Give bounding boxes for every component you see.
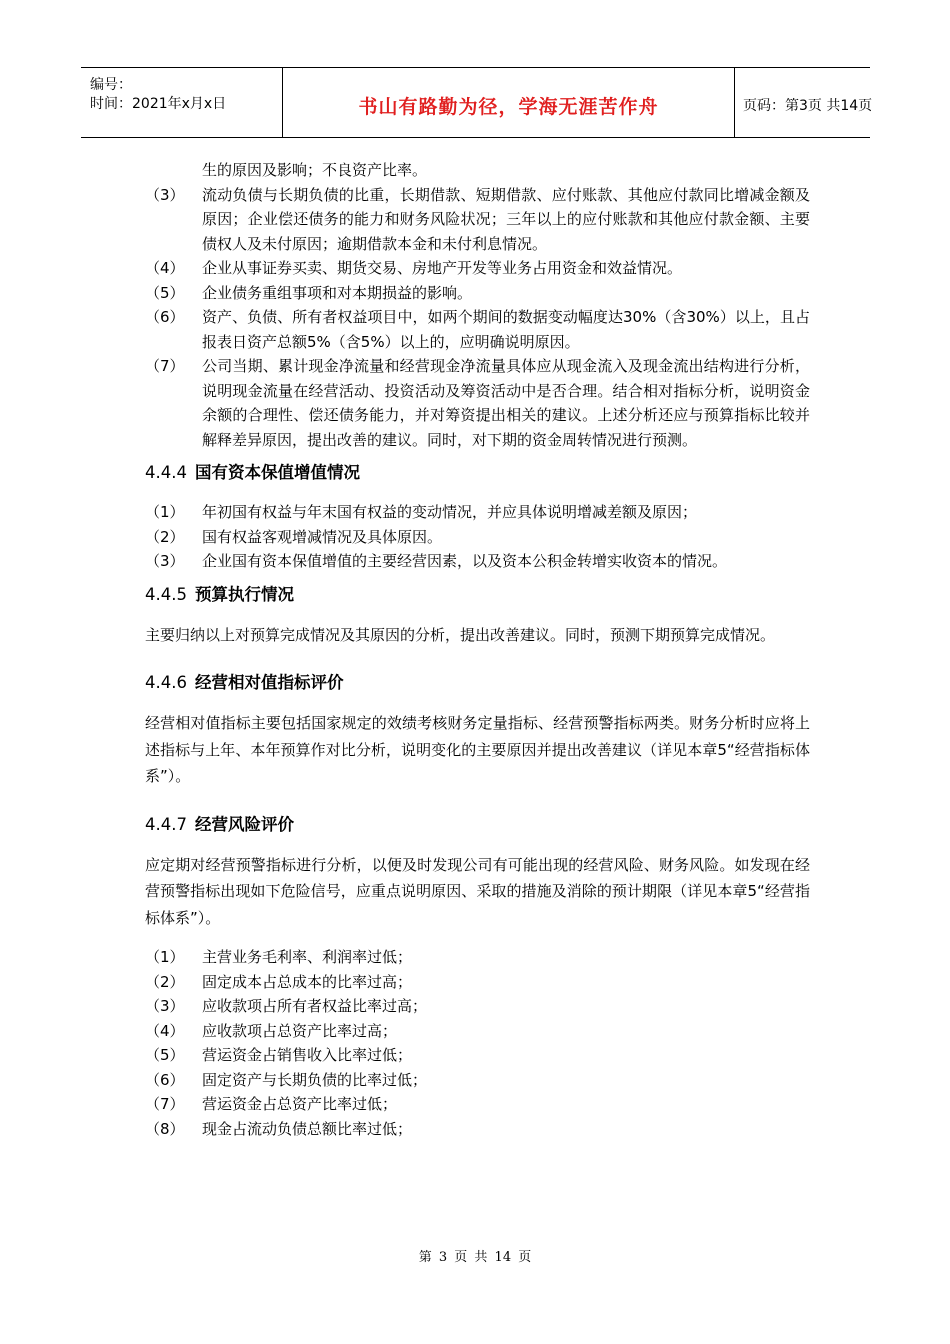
section-number: 4.4.6 xyxy=(145,673,187,692)
section-number: 4.4.7 xyxy=(145,814,187,834)
list-item xyxy=(145,970,810,995)
list-item-number: （5） xyxy=(145,283,185,302)
continued-text: 生的原因及影响；不良资产比率。 xyxy=(202,161,428,179)
list-item-text: 年初国有权益与年末国有权益的变动情况，并应具体说明增减差额及原因； xyxy=(202,503,698,521)
list-item-text: 主营业务毛利率、利润率过低； xyxy=(202,948,413,966)
list-item-text: 流动负债与长期负债的比重，长期借款、短期借款、应付账款、其他应付款同比增减金额及原因；企业偿还债务的能力和财务风险状况；三年以上的应付账款和其他应付款金额、主要债权人及未付原因；逾期借款本金和未付利息情况。 xyxy=(202,185,810,253)
list-item-number: （1） xyxy=(145,948,185,966)
list-item-number: （3） xyxy=(145,997,185,1015)
list-item xyxy=(145,281,810,306)
document-date-label: 时间：2021年x月x日 xyxy=(90,96,227,112)
paragraph: 应定期对经营预警指标进行分析，以便及时发现公司有可能出现的经营风险、财务风险。如发现在经营预警指标出现如下危险信号，应重点说明原因、采取的措施及消除的预计期限（详见本章5“经营指标体系”）。 xyxy=(145,855,810,927)
list-item-number: （4） xyxy=(145,1021,185,1040)
list-item-number: （3） xyxy=(145,552,185,570)
list-item-number: （1） xyxy=(145,503,185,521)
list-item-text: 企业国有资本保值增值的主要经营因素，以及资本公积金转增实收资本的情况。 xyxy=(202,552,728,570)
document-body xyxy=(145,158,810,1141)
list-item-number: （7） xyxy=(145,357,185,375)
section-heading-4-4-4 xyxy=(145,460,810,486)
list-item xyxy=(145,500,810,525)
list-item-number: （6） xyxy=(145,1070,185,1089)
list-item-number: （8） xyxy=(145,1119,185,1138)
section-heading-4-4-6 xyxy=(145,670,810,696)
section-title: 经营相对值指标评价 xyxy=(194,673,344,692)
page-footer: 第 3 页 共 14 页 xyxy=(418,1250,532,1265)
list-item-number: （4） xyxy=(145,259,185,277)
list-item-text: 营运资金占销售收入比率过低； xyxy=(202,1046,413,1064)
section-number: 4.4.4 xyxy=(145,463,187,482)
list-item-number: （7） xyxy=(145,1095,185,1113)
list-item xyxy=(145,1019,810,1044)
list-item-text: 企业从事证券买卖、期货交易、房地产开发等业务占用资金和效益情况。 xyxy=(202,259,683,277)
header-motto: 书山有路勤为径，学海无涯苦作舟 xyxy=(358,96,659,118)
list-item-number: （6） xyxy=(145,308,185,326)
section-heading-4-4-7 xyxy=(145,812,810,838)
header-info-cell xyxy=(81,68,283,137)
section-title: 经营风险评价 xyxy=(194,814,294,834)
list-item-text: 营运资金占总资产比率过低； xyxy=(202,1095,398,1113)
list-item-number: （2） xyxy=(145,527,185,546)
list-item xyxy=(145,1043,810,1068)
list-item-text: 企业债务重组事项和对本期损益的影响。 xyxy=(202,283,473,302)
list-item-text: 国有权益客观增减情况及具体原因。 xyxy=(202,527,443,546)
header-page-number: 页码：第3页 共14页 xyxy=(743,98,873,114)
list-item xyxy=(145,256,810,281)
list-item xyxy=(145,1117,810,1142)
list-item xyxy=(145,549,810,574)
list-item-text: 固定成本占总成本的比率过高； xyxy=(202,972,413,991)
header-motto-cell xyxy=(283,68,735,137)
list-item xyxy=(145,994,810,1019)
list-item xyxy=(145,354,810,452)
list-item-number: （3） xyxy=(145,185,185,204)
list-item-text: 现金占流动负债总额比率过低； xyxy=(202,1119,413,1138)
list-item-text: 资产、负债、所有者权益项目中，如两个期间的数据变动幅度达30%（含30%）以上，且占报表日资产总额5%（含5%）以上的，应明确说明原因。 xyxy=(202,308,810,351)
section-number: 4.4.5 xyxy=(145,584,187,604)
list-item-text: 公司当期、累计现金净流量和经营现金净流量具体应从现金流入及现金流出结构进行分析，说明现金流量在经营活动、投资活动及筹资活动中是否合理。结合相对指标分析，说明资金余额的合理性、偿还债务能力，并对筹资提出相关的建议。上述分析还应与预算指标比较并解释差异原因，提出改善的建议。同时，对下期的资金周转情况进行预测。 xyxy=(202,357,810,449)
section-heading-4-4-5 xyxy=(145,582,810,608)
list-item-text: 固定资产与长期负债的比率过低； xyxy=(202,1070,428,1089)
section-title: 预算执行情况 xyxy=(194,584,294,604)
list-item xyxy=(145,1092,810,1117)
list-item xyxy=(145,945,810,970)
list-item xyxy=(145,305,810,354)
list-item xyxy=(145,183,810,257)
document-number-label: 编号： xyxy=(90,77,132,93)
page-header xyxy=(81,67,873,138)
paragraph: 经营相对值指标主要包括国家规定的效绩考核财务定量指标、经营预警指标两类。财务分析时应将上述指标与上年、本年预算作对比分析，说明变化的主要原因并提出改善建议（详见本章5“经营指标体系”）。 xyxy=(145,714,810,785)
list-item xyxy=(145,525,810,550)
paragraph: 主要归纳以上对预算完成情况及其原因的分析，提出改善建议。同时，预测下期预算完成情况。 xyxy=(145,625,776,644)
section-title: 国有资本保值增值情况 xyxy=(194,463,360,482)
list-item-number: （5） xyxy=(145,1046,185,1064)
header-page-cell xyxy=(735,68,873,137)
list-item xyxy=(145,1068,810,1093)
list-item-text: 应收款项占总资产比率过高； xyxy=(202,1021,398,1040)
list-item-text: 应收款项占所有者权益比率过高； xyxy=(202,997,428,1015)
list-item-number: （2） xyxy=(145,972,185,991)
